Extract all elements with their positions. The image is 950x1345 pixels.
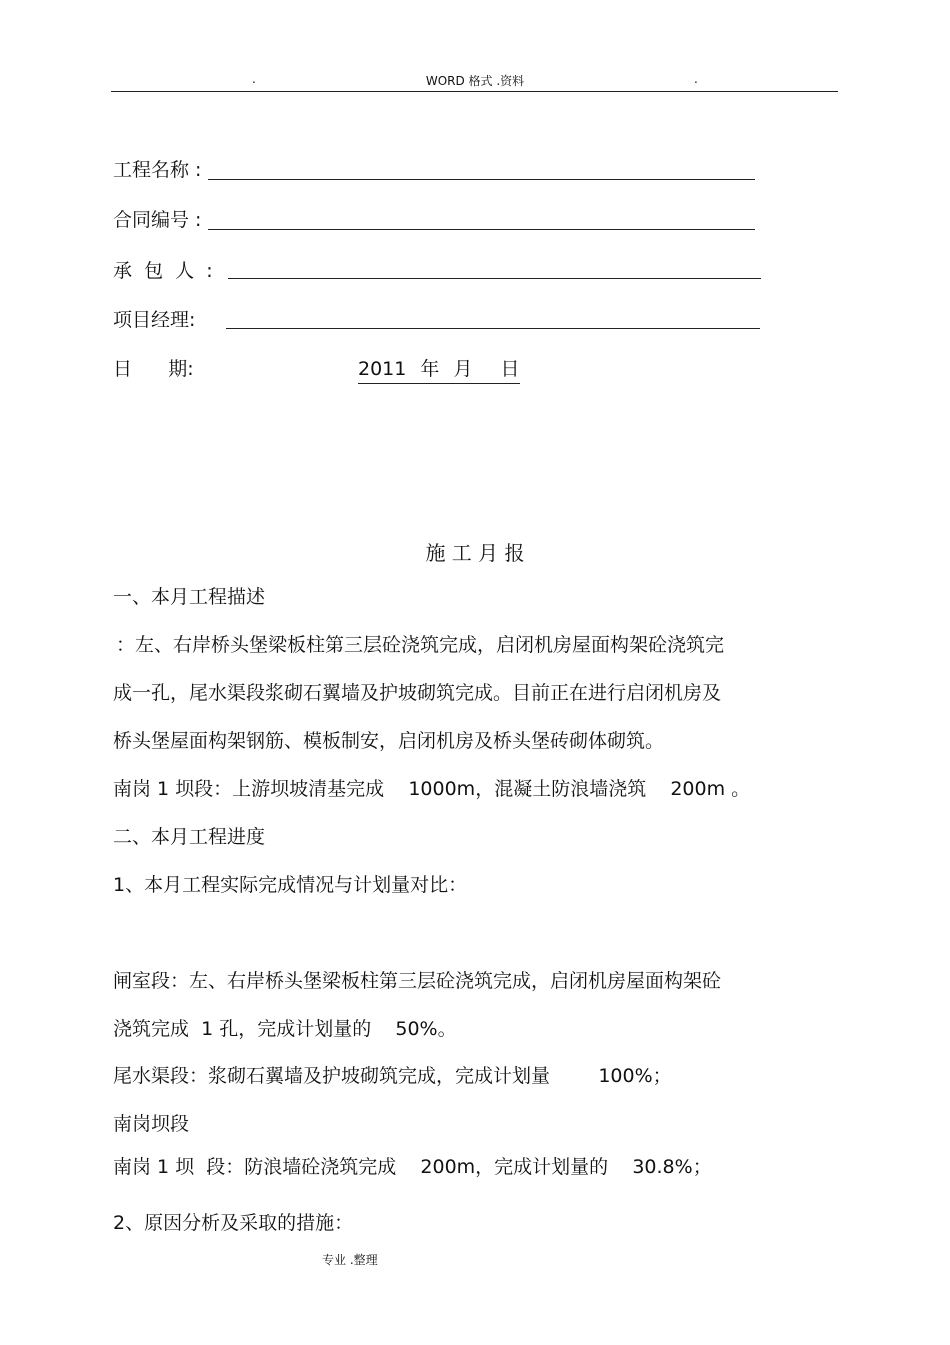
- section1-line2: 成一孔，尾水渠段浆砌石翼墙及护坡砌筑完成。目前正在进行启闭机房及: [113, 682, 722, 704]
- section1-line1: ：左、右岸桥头堡梁板柱第三层砼浇筑完成，启闭机房屋面构架砼浇筑完: [116, 634, 725, 656]
- header-title: WORD 格式 .资料: [425, 74, 525, 88]
- footer-text: 专业 .整理: [322, 1253, 378, 1267]
- contract-no-line: [208, 229, 755, 230]
- report-title: 施 工 月 报: [425, 541, 525, 565]
- contractor-line: [228, 278, 761, 279]
- contractor-label: 承 包 人 :: [113, 260, 213, 282]
- header-dot-left: .: [252, 72, 256, 86]
- section2-heading: 二、本月工程进度: [113, 826, 266, 848]
- section2-line5: 南岗 1 坝 段：防浪墙砼浇筑完成 200m，完成计划量的 30.8%；: [113, 1156, 712, 1178]
- manager-line: [226, 328, 760, 329]
- date-year-unit: 年: [420, 358, 440, 380]
- manager-label: 项目经理:: [113, 309, 196, 331]
- section1-line3: 桥头堡屋面构架钢筋、模板制安，启闭机房及桥头堡砖砌体砌筑。: [113, 730, 665, 752]
- date-day-unit: 日: [500, 358, 520, 380]
- date-label: 日 期:: [113, 358, 194, 380]
- section2-line2: 浇筑完成 1 孔，完成计划量的 50%。: [113, 1018, 457, 1040]
- section2-line4: 南岗坝段: [113, 1113, 190, 1135]
- contract-no-label: 合同编号 :: [113, 209, 202, 231]
- date-value: [358, 354, 520, 384]
- header-dot-right: .: [694, 72, 698, 86]
- section1-line4: 南岗 1 坝段：上游坝坡清基完成 1000m，混凝土防浪墙浇筑 200m 。: [113, 778, 751, 800]
- project-name-label: 工程名称 :: [113, 159, 202, 181]
- section2-sub1: 1、本月工程实际完成情况与计划量对比：: [113, 874, 468, 896]
- section2-sub2: 2、原因分析及采取的措施：: [113, 1212, 354, 1234]
- project-name-line: [208, 179, 755, 180]
- section2-line3: 尾水渠段：浆砌石翼墙及护坡砌筑完成，完成计划量 100%；: [113, 1065, 672, 1087]
- date-month-unit: 月: [453, 358, 473, 380]
- section2-line1: 闸室段：左、右岸桥头堡梁板柱第三层砼浇筑完成，启闭机房屋面构架砼: [113, 970, 722, 992]
- date-year: 2011: [358, 358, 407, 380]
- section1-heading: 一、本月工程描述: [113, 586, 266, 608]
- header-rule: [111, 91, 838, 92]
